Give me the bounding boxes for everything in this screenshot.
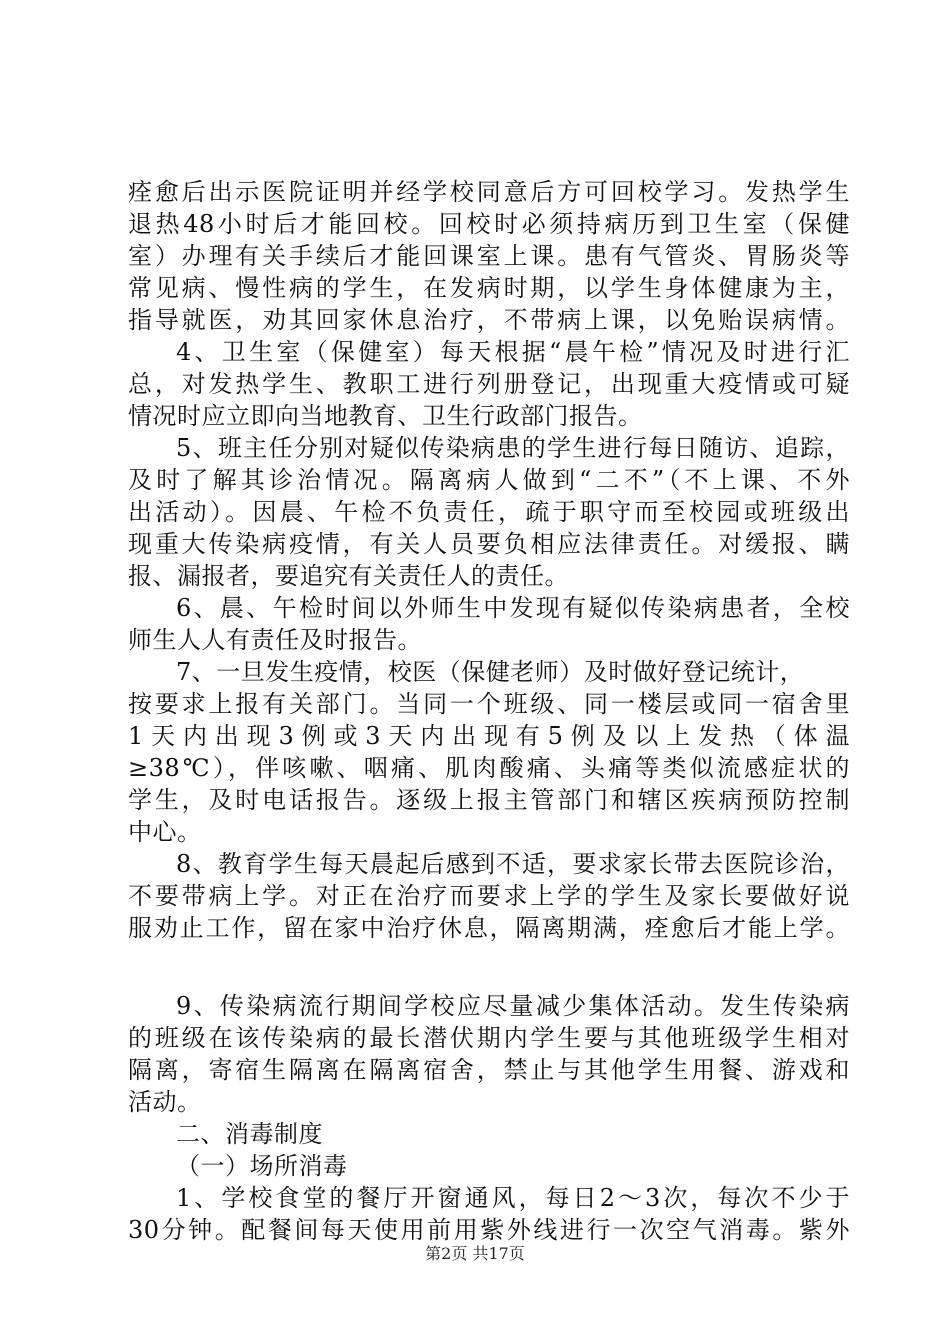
text-line: 学生，及时电话报告。逐级上报主管部门和辖区疾病预防控制 bbox=[128, 786, 850, 814]
text-line: 30分钟。配餐间每天使用前用紫外线进行一次空气消毒。紫外 bbox=[128, 1216, 850, 1244]
text-line: 活动。 bbox=[128, 1088, 202, 1116]
text-line: 情况时应立即向当地教育、卫生行政部门报告。 bbox=[128, 402, 643, 430]
subsection-heading-venue-disinfection: （一）场所消毒 bbox=[176, 1152, 348, 1180]
text-line: 现重大传染病疫情，有关人员要负相应法律责任。对缓报、瞒 bbox=[128, 530, 850, 558]
text-line: ≥38℃），伴咳嗽、咽痛、肌肉酸痛、头痛等类似流感症状的 bbox=[128, 754, 850, 782]
paragraph-5-start: 5、班主任分别对疑似传染病患的学生进行每日随访、追踪， bbox=[176, 434, 850, 462]
text-line: 服劝止工作，留在家中治疗休息，隔离期满，痊愈后才能上学。 bbox=[128, 914, 850, 942]
paragraph-disinfection-1-start: 1、学校食堂的餐厅开窗通风，每日2～3次，每次不少于 bbox=[176, 1184, 850, 1212]
text-line: 中心。 bbox=[128, 818, 202, 846]
text-line: 报、漏报者，要追究有关责任人的责任。 bbox=[128, 562, 569, 590]
text-line: 室）办理有关手续后才能回课室上课。患有气管炎、胃肠炎等 bbox=[128, 242, 850, 270]
document-body bbox=[128, 176, 850, 1246]
page-number-footer: 第2页 共17页 bbox=[425, 1244, 525, 1263]
text-line: 按要求上报有关部门。当同一个班级、同一楼层或同一宿舍里 bbox=[128, 690, 850, 718]
paragraph-4-start: 4、卫生室（保健室）每天根据“晨午检”情况及时进行汇 bbox=[176, 338, 850, 366]
paragraph-7-start: 7、一旦发生疫情，校医（保健老师）及时做好登记统计， bbox=[176, 658, 805, 686]
paragraph-8-start: 8、教育学生每天晨起后感到不适，要求家长带去医院诊治， bbox=[176, 850, 850, 878]
text-line: 的班级在该传染病的最长潜伏期内学生要与其他班级学生相对 bbox=[128, 1024, 850, 1052]
paragraph-9-start: 9、传染病流行期间学校应尽量减少集体活动。发生传染病 bbox=[176, 992, 850, 1020]
text-line: 及时了解其诊治情况。隔离病人做到“二不”（不上课、不外 bbox=[128, 466, 850, 494]
text-line: 出活动）。因晨、午检不负责任，疏于职守而至校园或班级出 bbox=[128, 498, 850, 526]
text-line: 常见病、慢性病的学生，在发病时期，以学生身体健康为主， bbox=[128, 274, 850, 302]
paragraph-gap bbox=[128, 944, 850, 990]
text-line: 不要带病上学。对正在治疗而要求上学的学生及家长要做好说 bbox=[128, 882, 850, 910]
text-line: 1天内出现3例或3天内出现有5例及以上发热（体温 bbox=[128, 722, 850, 750]
text-line: 隔离，寄宿生隔离在隔离宿舍，禁止与其他学生用餐、游戏和 bbox=[128, 1056, 850, 1084]
paragraph-6-start: 6、晨、午检时间以外师生中发现有疑似传染病患者，全校 bbox=[176, 594, 850, 622]
text-line: 指导就医，劝其回家休息治疗，不带病上课，以免贻误病情。 bbox=[128, 306, 850, 334]
text-line: 总，对发热学生、教职工进行列册登记，出现重大疫情或可疑 bbox=[128, 370, 850, 398]
text-line: 痊愈后出示医院证明并经学校同意后方可回校学习。发热学生 bbox=[128, 178, 850, 206]
text-line: 退热48小时后才能回校。回校时必须持病历到卫生室（保健 bbox=[128, 210, 850, 238]
section-heading-disinfection: 二、消毒制度 bbox=[176, 1120, 323, 1148]
text-line: 师生人人有责任及时报告。 bbox=[128, 626, 422, 654]
